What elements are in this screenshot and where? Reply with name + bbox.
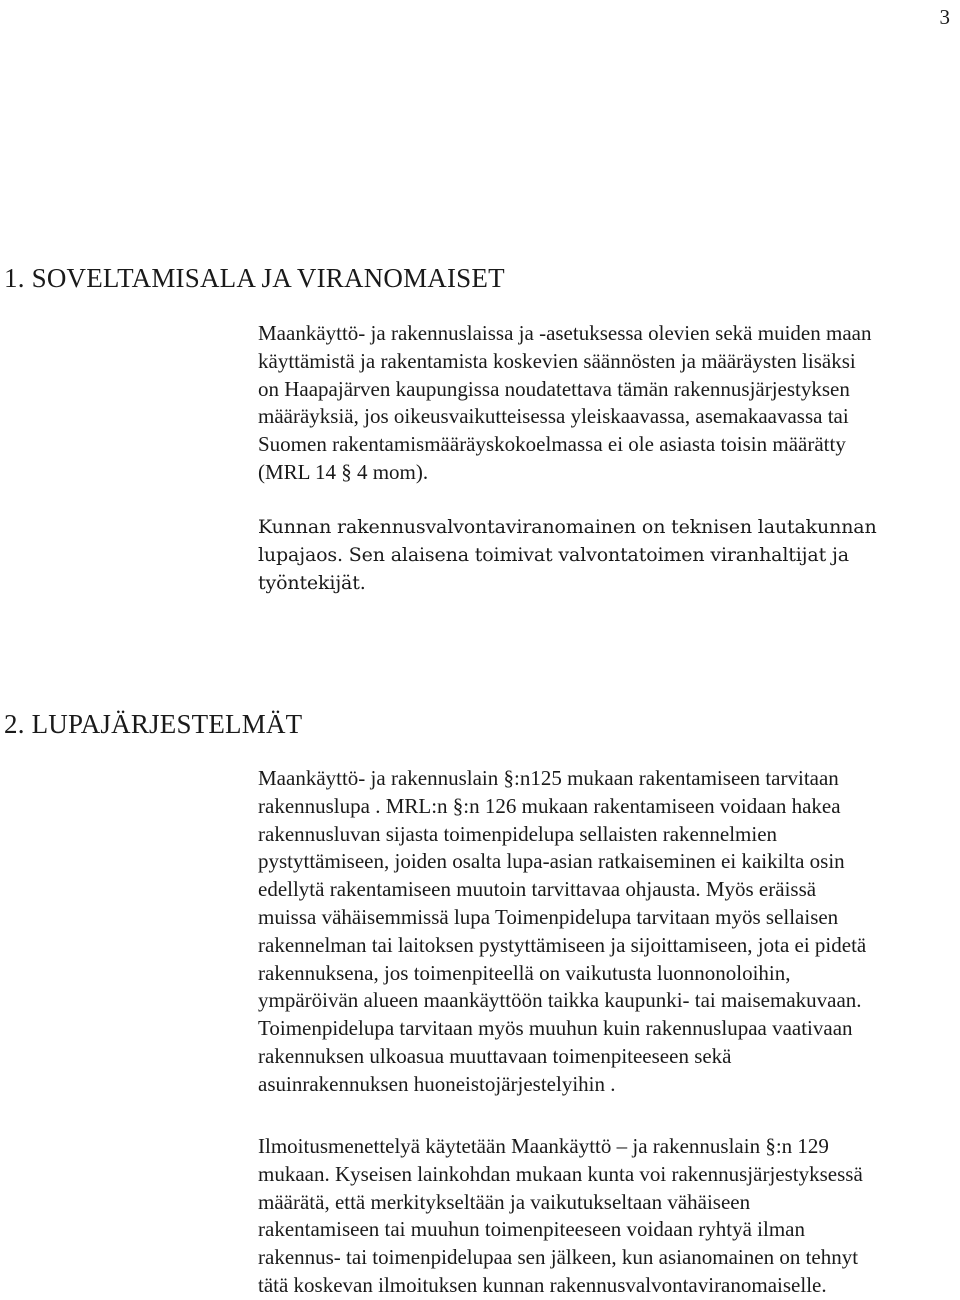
text-line: työntekijät. — [258, 572, 366, 594]
text-line: muissa vähäisemmissä lupa Toimenpidelupa tarvitaan myös sellaisen — [258, 904, 839, 929]
text-line: rakentamiseen tai muuhun toimenpiteeseen voidaan ryhtyä ilman — [258, 1217, 805, 1242]
text-line: Maankäyttö- ja rakennuslain §:n125 mukaan rakentamiseen tarvitaan — [258, 766, 839, 790]
paragraph-notification-procedure — [258, 1133, 958, 1300]
text-line: Maankäyttö- ja rakennuslaissa ja -asetuksessa olevien sekä muiden maan — [258, 321, 872, 345]
section-heading-2: 2. LUPAJÄRJESTELMÄT — [4, 709, 303, 739]
text-line: on Haapajärven kaupungissa noudatettava tämän rakennusjärjestyksen — [258, 376, 850, 401]
text-line: pystyttämiseen, joiden osalta lupa-asian ratkaiseminen ei kaikilta osin — [258, 849, 845, 874]
text-line: rakennuksena, jos toimenpiteellä on vaikutusta luonnonoloihin, — [258, 960, 791, 985]
text-line: rakennuksen ulkoasua muuttavaan toimenpiteeseen sekä — [258, 1043, 732, 1068]
text-line: asuinrakennuksen huoneistojärjestelyihin . — [258, 1071, 616, 1096]
text-line: rakennusluvan sijasta toimenpidelupa sellaisten rakennelmien — [258, 821, 778, 846]
text-line: mukaan. Kyseisen lainkohdan mukaan kunta voi rakennusjärjestyksessä — [258, 1161, 863, 1186]
paragraph-authority — [258, 513, 958, 597]
page-number: 3 — [939, 5, 950, 29]
text-line: edellytä rakentamiseen muutoin tarvittavaa ohjausta. Myös eräissä — [258, 877, 817, 902]
text-line: Toimenpidelupa tarvitaan myös muuhun kuin rakennuslupaa vaativaan — [258, 1016, 853, 1041]
paragraph-permit-systems — [258, 765, 958, 1099]
paragraph-scope — [258, 320, 958, 487]
text-line: (MRL 14 § 4 mom). — [258, 459, 429, 484]
text-line: Kunnan rakennusvalvontaviranomainen on teknisen lautakunnan — [258, 516, 877, 538]
text-line: Suomen rakentamismääräyskokoelmassa ei ole asiasta toisin määrätty — [258, 432, 846, 457]
text-line: käyttämistä ja rakentamista koskevien säännösten ja määräysten lisäksi — [258, 348, 856, 373]
text-line: määräyksiä, jos oikeusvaikutteisessa yleiskaavassa, asemakaavassa tai — [258, 404, 849, 429]
text-line: ympäröivän alueen maankäyttöön taikka kaupunki- tai maisemakuvaan. — [258, 988, 862, 1013]
text-line: rakennus- tai toimenpidelupaa sen jälkeen, kun asianomainen on tehnyt — [258, 1245, 859, 1270]
text-line: Ilmoitusmenettelyä käytetään Maankäyttö – ja rakennuslain §:n 129 — [258, 1134, 829, 1158]
text-line: lupajaos. Sen alaisena toimivat valvontatoimen viranhaltijat ja — [258, 544, 849, 566]
text-line: tätä koskevan ilmoituksen kunnan rakennusvalvontaviranomaiselle. — [258, 1272, 827, 1297]
section-heading-1: 1. SOVELTAMISALA JA VIRANOMAISET — [4, 263, 505, 293]
text-line: määrätä, että merkitykseltään ja vaikutukseltaan vähäiseen — [258, 1189, 751, 1214]
text-line: rakennelman tai laitoksen pystyttämiseen ja sijoittamiseen, jota ei pidetä — [258, 932, 867, 957]
text-line: rakennuslupa . MRL:n §:n 126 mukaan rakentamiseen voidaan hakea — [258, 793, 841, 818]
